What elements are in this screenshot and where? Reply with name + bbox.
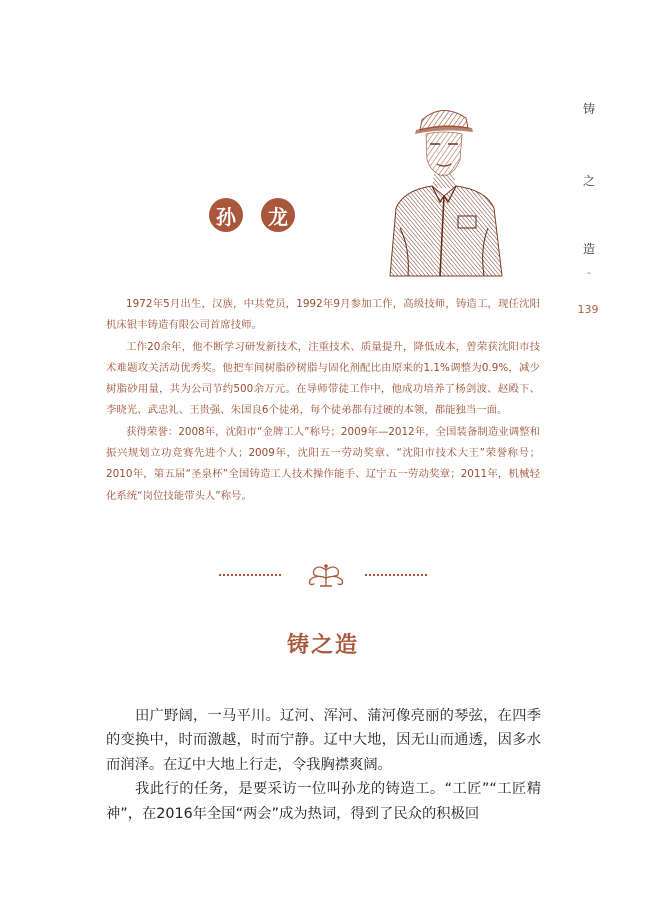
dotted-rule [218,573,282,577]
name-char: 龙 [261,198,295,232]
name-char: 孙 [209,198,243,232]
running-header-char: 铸 [582,102,595,116]
bio-paragraph: 1972年5月出生，汉族，中共党员，1992年9月参加工作，高级技师，铸造工，现任沈阳机床银丰铸造有限公司首席技师。 [106,298,540,332]
page-number: 139 [577,303,599,316]
flourish-icon [304,562,348,588]
body-section [106,704,541,826]
body-paragraph: 我此行的任务，是要采访一位叫孙龙的铸造工。“工匠”“工匠精神”，在2016年全国“两会”成为热词，得到了民众的积极回 [106,781,541,822]
body-paragraph: 田广野阔，一马平川。辽河、浑河、蒲河像亮丽的琴弦，在四季的变换中，时而激越，时而宁静。辽中大地，因无山而通透，因多水而润泽。在辽中大地上行走，令我胸襟爽阔。 [106,708,541,773]
portrait-sketch [370,98,515,278]
dotted-rule [364,573,428,577]
bio-paragraph: 工作20余年，他不断学习研发新技术，注重技术、质量提升，降低成本，曾荣获沈阳市技术难题攻关活动优秀奖。他把车间树脂砂树脂与固化剂配比由原来的1.1%调整为0.9%，减少树脂砂用量，共为公司节约500余万元。在导师带徒工作中，他成功培养了杨剑波、赵殿下、李晓光、武忠礼、王贵强、朱国良6个徒弟，每个徒弟都有过硬的本领，都能独当一面。 [106,340,540,417]
profile-name [209,198,295,232]
ornament-divider [218,562,433,588]
bio-section [106,294,540,507]
section-title: 铸之造 [286,632,359,658]
running-header-dash: - [587,268,591,279]
running-header-char: 之 [582,174,595,188]
running-header-char: 造 [582,242,595,256]
bio-paragraph: 获得荣誉：2008年，沈阳市“金牌工人”称号；2009年—2012年，全国装备制造业调整和振兴规划立功竞赛先进个人；2009年，沈阳五一劳动奖章、“沈阳市技术大王”荣誉称号；2010年，第五届“圣泉杯”全国铸造工人技术操作能手、辽宁五一劳动奖章；2011年，机械轻化系统“岗位技能带头人”称号。 [106,425,540,502]
